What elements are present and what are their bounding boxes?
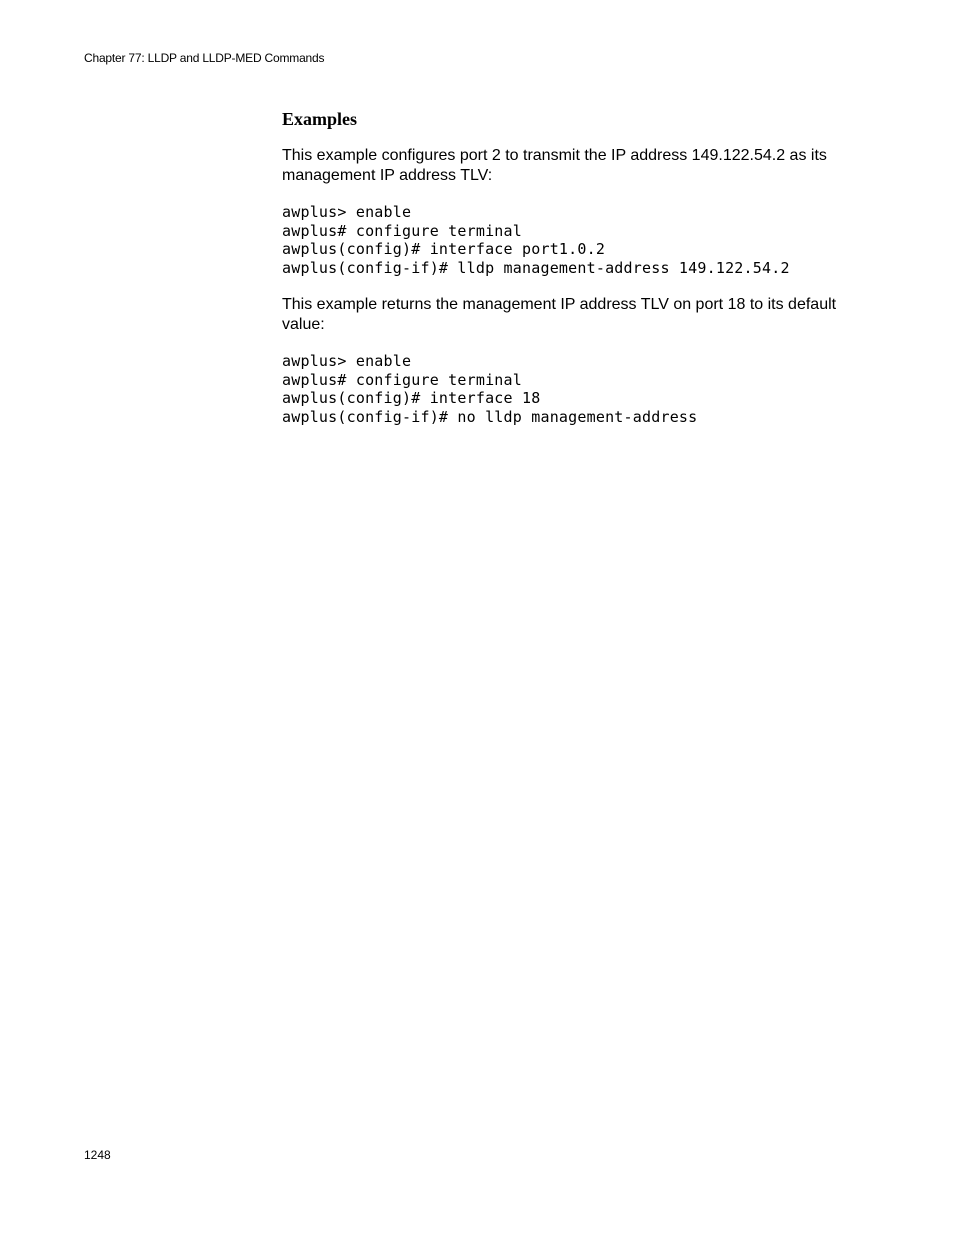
code-line: awplus# configure terminal bbox=[282, 221, 522, 240]
example-1-description: This example configures port 2 to transmit the IP address 149.122.54.2 as its management IP address TLV: bbox=[282, 147, 827, 184]
code-line: awplus(config-if)# lldp management-address 149.122.54.2 bbox=[282, 259, 790, 278]
code-line: awplus# configure terminal bbox=[282, 370, 522, 389]
page-number: 1248 bbox=[84, 1148, 111, 1162]
code-line: awplus(config)# interface port1.0.2 bbox=[282, 240, 606, 259]
section-heading: Examples bbox=[282, 109, 358, 129]
code-line: awplus> enable bbox=[282, 351, 412, 370]
code-line: awplus(config)# interface 18 bbox=[282, 389, 541, 408]
example-2-code-block bbox=[282, 352, 852, 427]
examples-section bbox=[282, 108, 852, 444]
example-2-description: This example returns the management IP address TLV on port 18 to its default value: bbox=[282, 295, 837, 333]
code-line: awplus> enable bbox=[282, 203, 412, 221]
running-header: Chapter 77: LLDP and LLDP-MED Commands bbox=[84, 51, 325, 65]
example-1-code-block bbox=[282, 203, 852, 278]
code-line: awplus(config-if)# no lldp management-address bbox=[282, 407, 698, 426]
